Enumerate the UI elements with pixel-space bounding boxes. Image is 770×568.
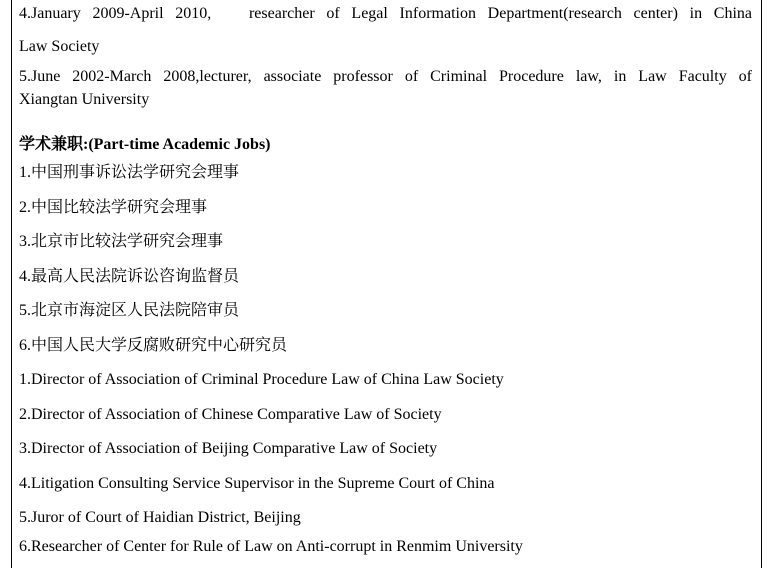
list-item: 1.Director of Association of Criminal Procedure Law of China Law Society xyxy=(19,371,504,388)
list-item: 2.中国比较法学研究会理事 xyxy=(19,199,208,216)
position-description: associate professor of Criminal Procedure law, in Law Faculty of xyxy=(263,68,753,85)
list-item: 6.Researcher of Center for Rule of Law on Anti-corrupt in Renmim University xyxy=(19,538,523,555)
section-heading: 学术兼职:(Part-time Academic Jobs) xyxy=(19,136,271,153)
position-dates: 5.June 2002-March 2008,lecturer, xyxy=(19,68,252,85)
list-item: 5.Juror of Court of Haidian District, Beijing xyxy=(19,509,301,526)
list-item: 3.北京市比较法学研究会理事 xyxy=(19,233,224,250)
list-item: 4.最高人民法院诉讼咨询监督员 xyxy=(19,268,240,285)
list-item: 5.北京市海淀区人民法院陪审员 xyxy=(19,302,240,319)
list-item: 2.Director of Association of Chinese Comparative Law of Society xyxy=(19,406,442,423)
position-dates: 4.January 2009-April 2010, xyxy=(19,5,212,22)
list-item: 4.Litigation Consulting Service Supervisor in the Supreme Court of China xyxy=(19,475,495,492)
position-continuation: Law Society xyxy=(19,38,100,55)
list-item: 3.Director of Association of Beijing Comparative Law of Society xyxy=(19,440,438,457)
position-continuation: Xiangtan University xyxy=(19,91,150,108)
list-item: 6.中国人民大学反腐败研究中心研究员 xyxy=(19,337,288,354)
position-entry xyxy=(19,4,752,24)
position-entry xyxy=(19,67,752,87)
position-description: researcher of Legal Information Department(research center) in China xyxy=(248,5,752,22)
list-item: 1.中国刑事诉讼法学研究会理事 xyxy=(19,164,240,181)
